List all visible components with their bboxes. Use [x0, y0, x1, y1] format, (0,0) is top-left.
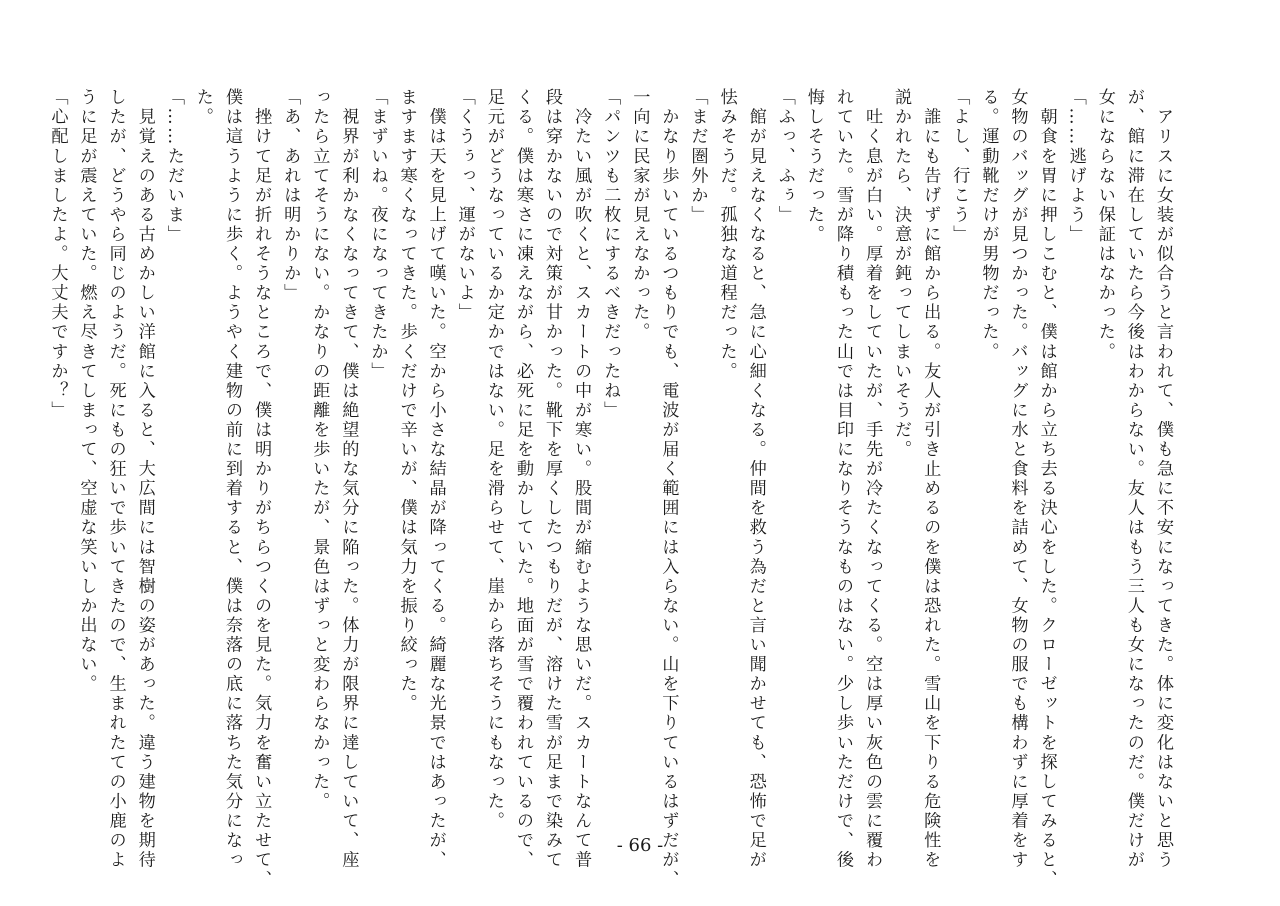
text-line: 「まずいね。夜になってきたか」	[367, 88, 388, 382]
text-line: 女にならない保証はなかった。	[1094, 88, 1115, 362]
text-line: 誰にも告げずに館から出る。友人が引き止めるのを僕は恐れた。雪山を下りる危険性を	[920, 88, 941, 870]
text-line: ったら立てそうにない。かなりの距離を歩いたが、景色はずっと変わらなかった。	[309, 88, 330, 812]
text-line: が、館に滞在していたら今後はわからない。友人はもう三人も女になったのだ。僕だけが	[1123, 88, 1144, 870]
text-line: 段は穿かないので対策が甘かった。靴下を厚くしたつもりだが、溶けた雪が足まで染みて	[542, 88, 563, 870]
text-line: 「……ただいま」	[163, 88, 184, 245]
text-line: 「あ、あれは明かりか」	[280, 88, 301, 304]
text-line: 「くうぅっ、運がないよ」	[454, 88, 475, 323]
text-line: 足元がどうなっているか定かではない。足を滑らせて、崖から落ちそうにもなった。	[483, 88, 504, 831]
text-line: 説かれたら、決意が鈍ってしまいそうだ。	[891, 88, 912, 460]
text-line: 朝食を胃に押しこむと、僕は館から立ち去る決心をした。クローゼットを探してみると、	[1036, 88, 1057, 890]
text-line: 「まだ圏外か」	[687, 88, 708, 225]
text-line: る。運動靴だけが男物だった。	[978, 88, 999, 362]
text-line: うに足が震えていた。燃え尽きてしまって、空虚な笑いしか出ない。	[76, 88, 97, 695]
text-line: 館が見えなくなると、急に心細くなる。仲間を救う為だと言い聞かせても、恐怖で足が	[745, 88, 766, 870]
text-line: 見覚えのある古めかしい洋館に入ると、大広間には智樹の姿があった。違う建物を期待	[134, 88, 155, 870]
text-line: 「心配しましたよ。大丈夫ですか？」	[47, 88, 68, 421]
text-line: 一向に民家が見えなかった。	[629, 88, 650, 343]
text-line: 僕は這うように歩く。ようやく建物の前に到着すると、僕は奈落の底に落ちた気分になっ	[222, 88, 242, 870]
text-line: 視界が利かなくなってきて、僕は絶望的な気分に陥った。体力が限界に達していて、座	[338, 88, 359, 870]
text-line: 冷たい風が吹くと、スカートの中が寒い。股間が縮むような思いだ。スカートなんて普	[571, 88, 592, 870]
text-line: アリスに女装が似合うと言われて、僕も急に不安になってきた。体に変化はないと思う	[1153, 88, 1173, 870]
text-line: 悔しそうだった。	[803, 88, 824, 245]
text-line: 僕は天を見上げて嘆いた。空から小さな結晶が降ってくる。綺麗な光景ではあったが、	[425, 88, 446, 870]
text-line: 「……逃げよう」	[1065, 88, 1086, 245]
text-line: したが、どうやら同じのようだ。死にもの狂いで歩いてきたので、生まれたての小鹿のよ	[105, 88, 126, 870]
text-line: れていた。雪が降り積もった山では目印になりそうなものはない。少し歩いただけで、後	[832, 88, 853, 870]
text-line: 挫けて足が折れそうなところで、僕は明かりがちらつくのを見た。気力を奮い立たせて、	[251, 88, 272, 890]
text-line: 怯みそうだ。孤独な道程だった。	[716, 88, 737, 382]
text-line: かなり歩いているつもりでも、電波が届く範囲には入らない。山を下りているはずだが、	[658, 88, 679, 890]
text-line: ますます寒くなってきた。歩くだけで辛いが、僕は気力を振り絞った。	[396, 88, 417, 714]
text-line: 女物のバッグが見つかった。バッグに水と食料を詰めて、女物の服でも構わずに厚着をす	[1007, 88, 1028, 870]
text-line: 「よし、行こう」	[949, 88, 970, 245]
page-number: - 66 -	[616, 835, 664, 856]
text-line: 「パンツも二枚にするべきだったね」	[600, 88, 621, 421]
text-line: た。	[192, 88, 213, 128]
text-line: 「ふっ、ふぅ」	[774, 88, 795, 225]
text-line: 吐く息が白い。厚着をしていたが、手先が冷たくなってくる。空は厚い灰色の雲に覆わ	[862, 88, 883, 870]
text-line: くる。僕は寒さに凍えながら、必死に足を動かしていた。地面が雪で覆われているので、	[512, 88, 533, 870]
